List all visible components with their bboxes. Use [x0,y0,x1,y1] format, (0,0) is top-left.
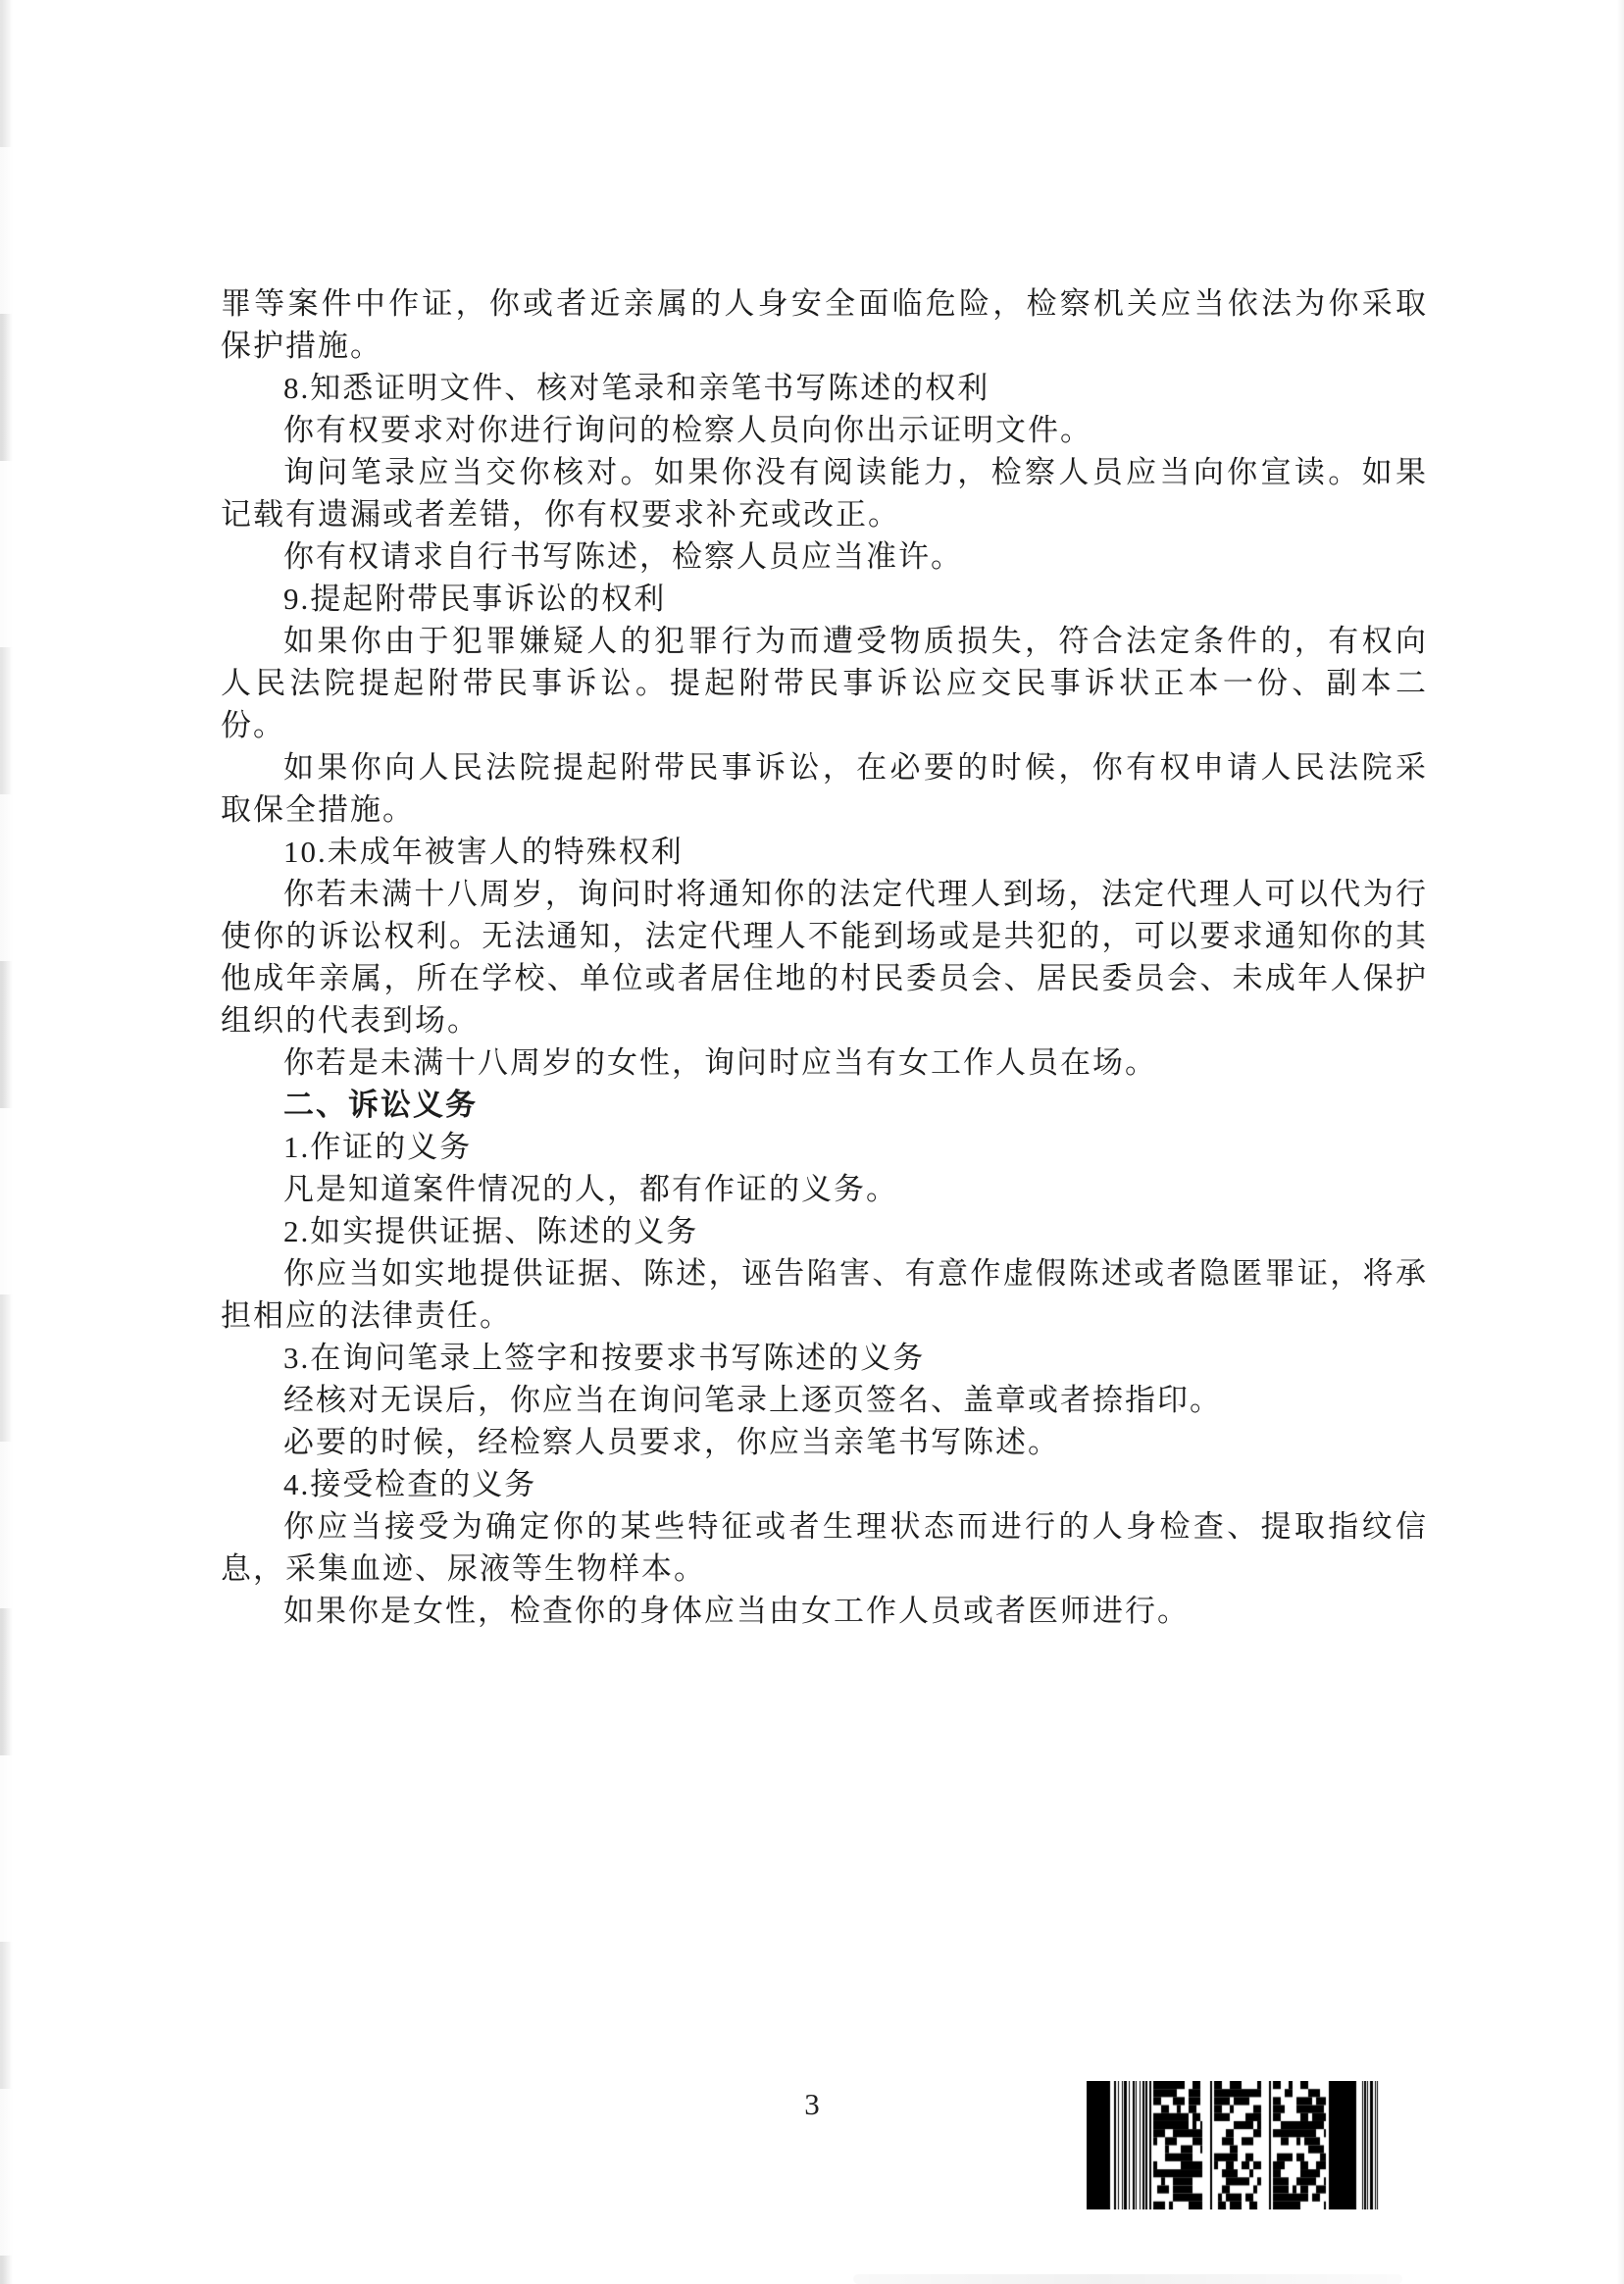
text-line: 你若是未满十八周岁的女性，询问时应当有女工作人员在场。 [283,1045,1157,1080]
text-line: 你应当接受为确定你的某些特征或者生理状态而进行的人身检查、提取指纹信 [283,1509,1428,1544]
text-line: 你有权请求自行书写陈述，检察人员应当准许。 [283,539,963,574]
text-line: 你若未满十八周岁，询问时将通知你的法定代理人到场，法定代理人可以代为行 [283,877,1428,911]
text-line: 1.作证的义务 [283,1130,473,1164]
scan-right-edge-artifact [1617,0,1624,2284]
text-line: 2.如实提供证据、陈述的义务 [283,1214,699,1248]
text-line: 罪等案件中作证，你或者近亲属的人身安全面临危险，检察机关应当依法为你采取 [221,286,1428,321]
text-line: 如果你由于犯罪嫌疑人的犯罪行为而遭受物质损失，符合法定条件的，有权向 [283,624,1428,658]
text-line: 4.接受检查的义务 [283,1467,537,1501]
page-number: 3 [804,2087,820,2121]
text-line: 询问笔录应当交你核对。如果你没有阅读能力，检察人员应当向你宣读。如果 [283,455,1428,489]
text-line: 保护措施。 [221,329,382,363]
text-line: 如果你是女性，检查你的身体应当由女工作人员或者医师进行。 [283,1594,1190,1628]
text-line: 你有权要求对你进行询问的检察人员向你出示证明文件。 [283,413,1092,447]
text-line: 二、诉讼义务 [283,1088,478,1122]
text-line: 他成年亲属，所在学校、单位或者居住地的村民委员会、居民委员会、未成年人保护 [221,961,1428,995]
text-line: 你应当如实地提供证据、陈述，诬告陷害、有意作虚假陈述或者隐匿罪证，将承 [283,1256,1428,1291]
text-line: 9.提起附带民事诉讼的权利 [283,582,667,616]
text-line: 8.知悉证明文件、核对笔录和亲笔书写陈述的权利 [283,371,990,405]
text-line: 息，采集血迹、尿液等生物样本。 [221,1551,706,1586]
text-line: 凡是知道案件情况的人，都有作证的义务。 [283,1172,898,1206]
text-line: 必要的时候，经检察人员要求，你应当亲笔书写陈述。 [283,1425,1060,1459]
text-line: 组织的代表到场。 [221,1003,480,1038]
text-line: 使你的诉讼权利。无法通知，法定代理人不能到场或是共犯的，可以要求通知你的其 [221,919,1428,953]
text-line: 如果你向人民法院提起附带民事诉讼，在必要的时候，你有权申请人民法院采 [283,750,1428,785]
text-line: 取保全措施。 [221,792,415,827]
text-line: 10.未成年被害人的特殊权利 [283,835,684,869]
text-line: 份。 [221,708,285,742]
pdf417-barcode [1087,2081,1393,2209]
text-line: 经核对无误后，你应当在询问笔录上逐页签名、盖章或者捺指印。 [283,1383,1222,1417]
text-line: 3.在询问笔录上签字和按要求书写陈述的义务 [283,1341,926,1375]
scan-left-edge-artifact [0,0,13,2284]
text-line: 记载有遗漏或者差错，你有权要求补充或改正。 [221,497,900,532]
text-line: 人民法院提起附带民事诉讼。提起附带民事诉讼应交民事诉状正本一份、副本二 [221,666,1428,700]
text-line: 担相应的法律责任。 [221,1298,512,1333]
scan-bottom-artifact [853,2274,1402,2284]
document-body [221,282,1428,1632]
